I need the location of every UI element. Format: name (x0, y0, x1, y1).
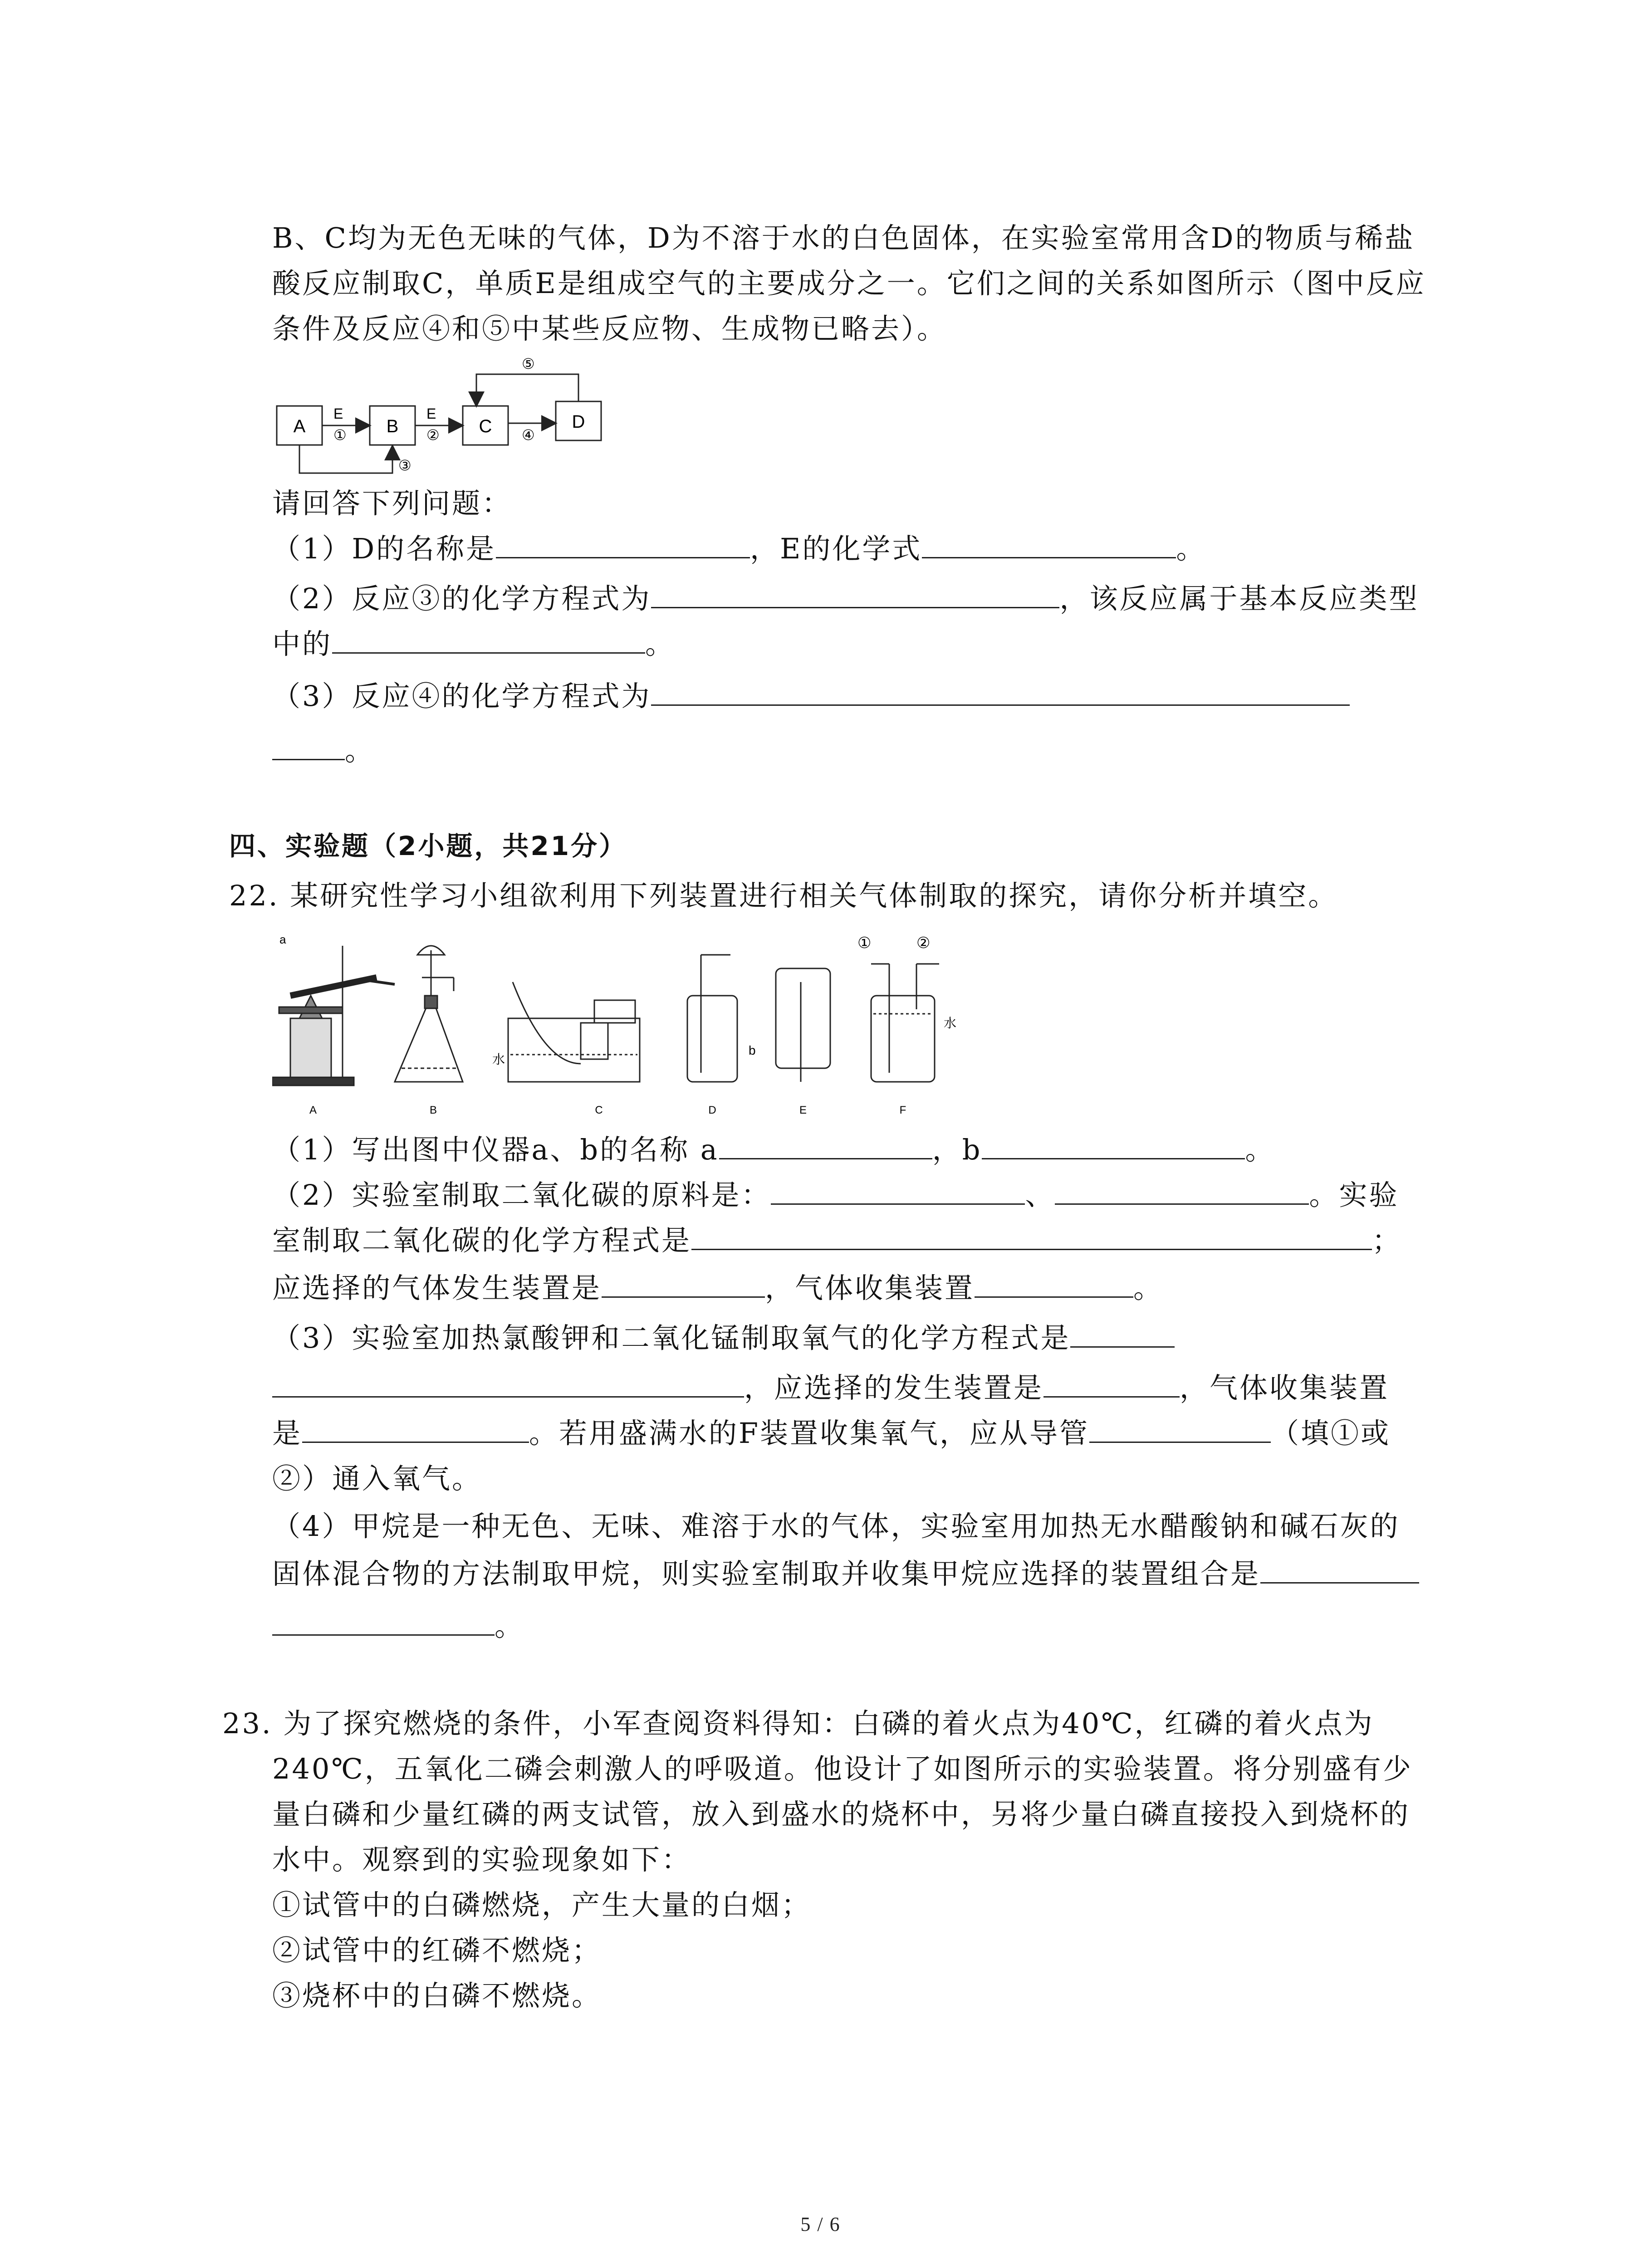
section-title: 四、实验题（2小题，共21分） (229, 831, 627, 861)
box-label-d: D (572, 412, 585, 432)
box-label-b: B (386, 416, 399, 436)
q22-sub3-cont1 (272, 1370, 1389, 1406)
q22-sub2-text-h: 。 (1133, 1271, 1164, 1305)
arrow-label-4: ④ (522, 427, 535, 443)
answer-blank-reaction4-equation[interactable] (651, 679, 1350, 706)
answer-blank-o2-equation[interactable] (1070, 1321, 1175, 1348)
apparatus-label-f: F (899, 1104, 906, 1116)
apparatus-tag-b: b (749, 1043, 756, 1057)
q22-sub3-text-f: （填①或 (1271, 1417, 1391, 1450)
q22-apparatus-figure (272, 928, 1134, 1118)
arrow-label-e-2: E (426, 406, 436, 422)
apparatus-tag-water-f: 水 (944, 1016, 957, 1030)
q21-sub2-text-a: （2）反应③的化学方程式为 (272, 582, 652, 615)
q22-sub1-text-a: （1）写出图中仪器a、b的名称 a (272, 1133, 719, 1166)
box-label-a: A (293, 416, 306, 436)
q21-sub3-text-a: （3）反应④的化学方程式为 (272, 679, 652, 713)
answer-blank-co2-generator[interactable] (602, 1271, 765, 1298)
q23-observation-1: ①试管中的白磷燃烧，产生大量的白烟； (272, 1888, 812, 1921)
q22-sub2 (272, 1177, 1399, 1213)
q21-sub2-cont (272, 626, 675, 662)
apparatus-port-2: ② (916, 934, 931, 952)
q22-sub2-text-a: （2）实验室制取二氧化碳的原料是： (272, 1178, 771, 1212)
apparatus-label-b: B (429, 1104, 437, 1116)
q22-sub4: （4）甲烷是一种无色、无味、难溶于水的气体，实验室用加热无水醋酸钠和碱石灰的 (272, 1510, 1400, 1543)
q22-sub3-text-d: 是 (272, 1417, 303, 1450)
page-number: 5 / 6 (800, 2213, 841, 2235)
apparatus-b (395, 946, 463, 1082)
q21-intro-line-1: B、C均为无色无味的气体，D为不溶于水的白色固体，在实验室常用含D的物质与稀盐 (272, 221, 1415, 254)
arrow-label-3: ③ (398, 457, 411, 474)
answer-blank-co2-equation[interactable] (691, 1223, 1372, 1250)
answer-blank-co2-collector[interactable] (975, 1271, 1133, 1298)
apparatus-f (871, 964, 939, 1082)
answer-blank-reaction3-equation[interactable] (651, 582, 1059, 608)
q21-sub1 (272, 531, 1206, 567)
q22-sub4-text-b: 固体混合物的方法制取甲烷，则实验室制取并收集甲烷应选择的装置组合是 (272, 1557, 1261, 1590)
apparatus-label-d: D (708, 1104, 716, 1116)
apparatus-tag-water-c: 水 (492, 1052, 505, 1066)
q21-sub2-text-c: 中的 (272, 627, 333, 660)
q21-relation-diagram (272, 352, 608, 483)
q22-sub2-text-b: 、 (1025, 1178, 1055, 1212)
q21-prompt: 请回答下列问题： (272, 487, 512, 520)
q21-intro-line-2: 酸反应制取C，单质E是组成空气的主要成分之一。它们之间的关系如图所示（图中反应 (272, 267, 1426, 300)
arrow-d-c (476, 374, 578, 405)
apparatus-e (776, 968, 830, 1082)
q22-sub3-text-a: （3）实验室加热氯酸钾和二氧化锰制取氧气的化学方程式是 (272, 1321, 1071, 1354)
q22-sub2-text-g: ，气体收集装置 (765, 1271, 975, 1305)
arrow-label-2: ② (426, 427, 440, 443)
apparatus-label-e: E (799, 1104, 807, 1116)
q23-observation-2: ②试管中的红磷不燃烧； (272, 1934, 602, 1967)
q23-line-4: 水中。观察到的实验现象如下： (272, 1843, 692, 1876)
q23-line-2: 240℃，五氧化二磷会刺激人的呼吸道。他设计了如图所示的实验装置。将分别盛有少 (272, 1752, 1413, 1785)
apparatus-a (272, 946, 395, 1085)
answer-blank-o2-equation-cont[interactable] (272, 1371, 744, 1398)
q23-line-1: 23. 为了探究燃烧的条件，小军查阅资料得知：白磷的着火点为40℃，红磷的着火点为 (222, 1707, 1374, 1740)
q21-sub3-text-b: 。 (345, 734, 375, 767)
q23-observation-3: ③烧杯中的白磷不燃烧。 (272, 1979, 602, 2012)
q22-sub3-text-e: 。若用盛满水的F装置收集氧气，应从导管 (529, 1417, 1090, 1450)
q22-sub3 (272, 1320, 1175, 1356)
q22-sub3-cont3: ②）通入氧气。 (272, 1462, 482, 1495)
answer-blank-methane-setup[interactable] (1260, 1557, 1419, 1584)
answer-blank-instrument-b[interactable] (982, 1133, 1245, 1159)
answer-blank-co2-material-1[interactable] (771, 1178, 1025, 1205)
q21-sub1-text-c: 。 (1176, 532, 1206, 565)
q22-sub2-text-c: 。实验 (1309, 1178, 1399, 1212)
answer-blank-instrument-a[interactable] (719, 1133, 932, 1159)
q23-line-3: 量白磷和少量红磷的两支试管，放入到盛水的烧杯中，另将少量白磷直接投入到烧杯的 (272, 1798, 1411, 1831)
q21-sub3 (272, 678, 1350, 714)
q22-sub1-text-c: 。 (1245, 1133, 1275, 1166)
q22-stem: 22. 某研究性学习小组欲利用下列装置进行相关气体制取的探究，请你分析并填空。 (229, 879, 1338, 912)
q21-sub2-text-b: ，该反应属于基本反应类型 (1059, 582, 1419, 615)
arrow-label-5: ⑤ (522, 356, 535, 372)
q22-sub4-text-c: 。 (495, 1609, 525, 1642)
answer-blank-d-name[interactable] (496, 532, 750, 558)
q22-sub3-text-c: ，气体收集装置 (1180, 1371, 1390, 1404)
answer-blank-o2-generator[interactable] (1043, 1371, 1180, 1398)
q21-sub3-cont (272, 733, 375, 769)
q22-sub3-text-b: ，应选择的发生装置是 (744, 1371, 1044, 1404)
apparatus-c (508, 982, 640, 1082)
arrow-a-b-3 (299, 445, 392, 473)
box-label-c: C (479, 416, 492, 436)
apparatus-tag-a: a (279, 933, 286, 946)
apparatus-port-1: ① (857, 934, 872, 952)
q22-sub3-cont2 (272, 1415, 1391, 1452)
answer-blank-co2-material-2[interactable] (1055, 1178, 1309, 1205)
q22-sub2-cont2 (272, 1270, 1163, 1306)
answer-blank-reaction4-equation-cont[interactable] (272, 733, 345, 760)
q21-sub2-text-d: 。 (645, 627, 676, 660)
q21-intro-line-3: 条件及反应④和⑤中某些反应物、生成物已略去）。 (272, 312, 947, 345)
q22-sub1 (272, 1132, 1275, 1168)
arrow-label-1: ① (333, 427, 347, 443)
q22-sub2-text-e: ； (1372, 1224, 1402, 1257)
q22-sub2-cont1 (272, 1222, 1402, 1259)
q22-sub1-text-b: ，b (932, 1133, 982, 1166)
answer-blank-f-inlet[interactable] (1089, 1416, 1271, 1443)
answer-blank-o2-collector[interactable] (302, 1416, 529, 1443)
q22-sub4-cont2 (272, 1608, 524, 1644)
q21-sub1-text-a: （1）D的名称是 (272, 532, 496, 565)
apparatus-d (687, 955, 737, 1082)
q21-sub2 (272, 581, 1419, 617)
arrow-label-e-1: E (333, 406, 343, 422)
q22-sub2-text-d: 室制取二氧化碳的化学方程式是 (272, 1224, 692, 1257)
apparatus-label-a: A (309, 1104, 317, 1116)
apparatus-label-c: C (595, 1104, 603, 1116)
answer-blank-reaction-type[interactable] (332, 627, 645, 654)
q22-sub2-text-f: 应选择的气体发生装置是 (272, 1271, 602, 1305)
answer-blank-e-formula[interactable] (922, 532, 1176, 558)
answer-blank-methane-setup-cont[interactable] (272, 1609, 495, 1636)
q21-sub1-text-b: ，E的化学式 (750, 532, 922, 565)
q22-sub4-cont1 (272, 1556, 1419, 1592)
